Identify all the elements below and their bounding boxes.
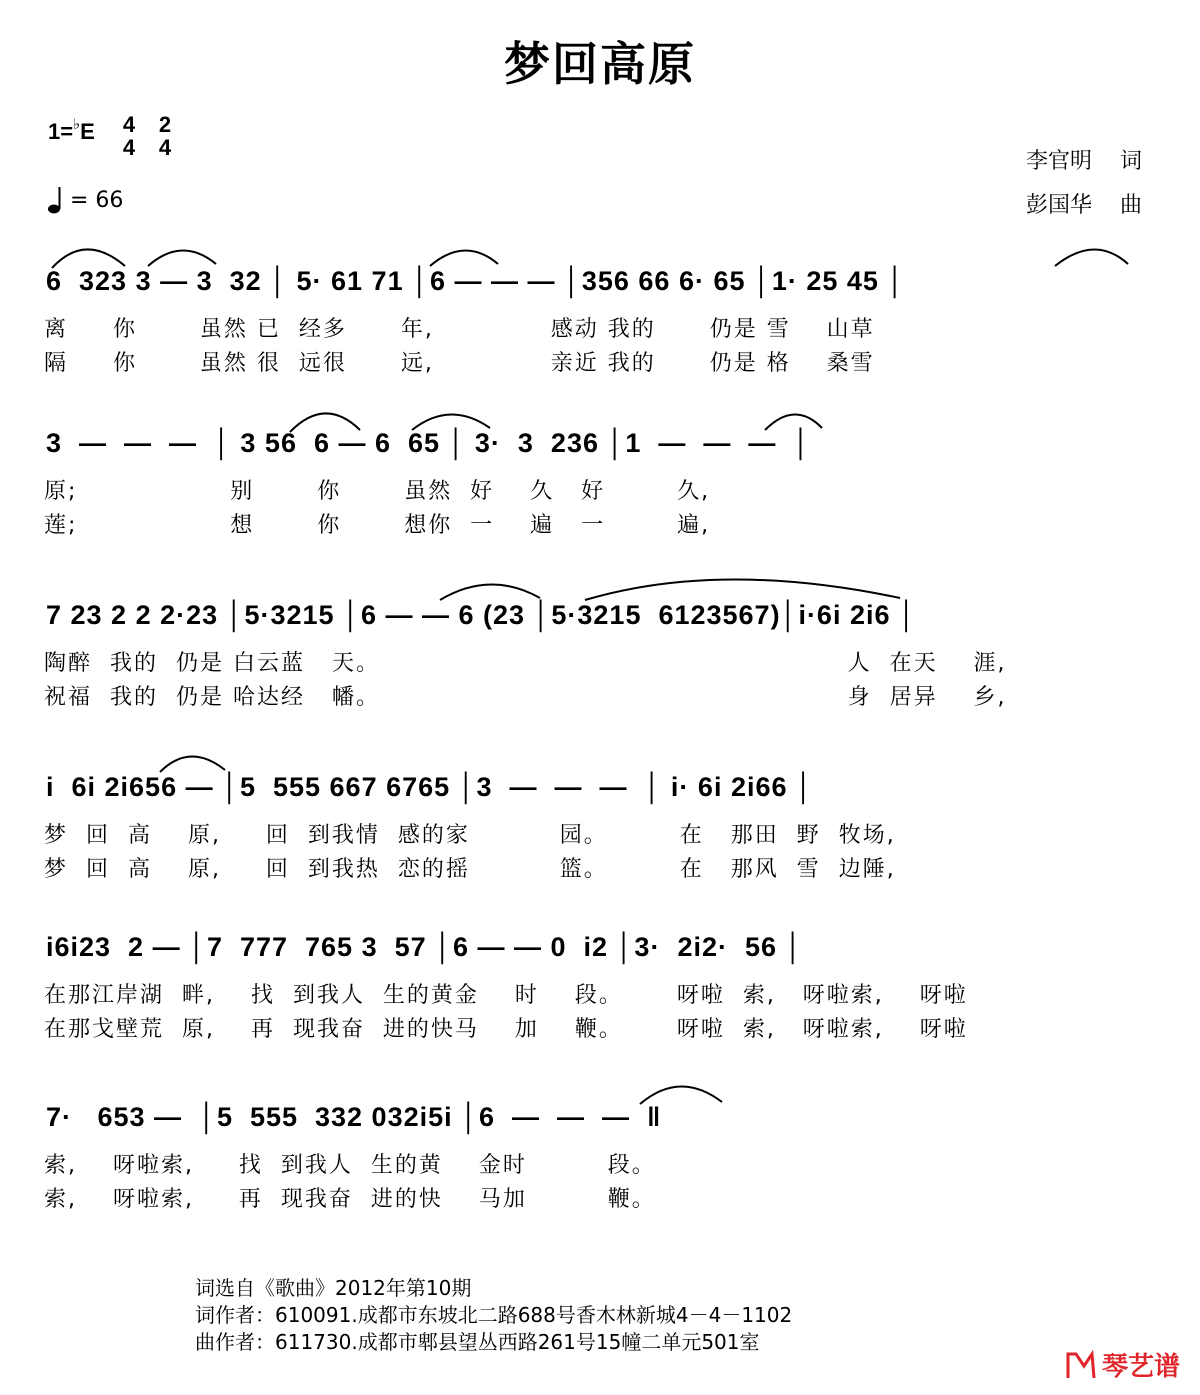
slur (440, 584, 540, 600)
footer-composer-address: 曲作者：611730.成都市郫县望丛西路261号15幢二单元501室 (195, 1330, 760, 1354)
slur (585, 579, 900, 600)
time-sig-bottom: 4 (122, 135, 136, 160)
credits (1026, 140, 1142, 228)
lyric-verse-1: 梦 回 高 原, 回 到我情 感的家 园。 在 那田 野 牧场, (44, 823, 896, 848)
lyric-verse-2: 隔 你 虽然 很 远很 远, 亲近 我的 仍是 格 桑雪 (44, 351, 875, 376)
notation-line: 3 — — — │ 3 56 6 — 6 65 │ 3· 3 236 │1 — — — │ (46, 428, 812, 458)
lyric-verse-2: 祝福 我的 仍是 哈达经 幡。 身 居异 乡, (44, 685, 1007, 710)
lyric-verse-2: 在那戈壁荒 原, 再 现我奋 进的快马 加 鞭。 呀啦 索, 呀啦索, 呀啦 (44, 1017, 968, 1042)
flat-symbol: ♭ (73, 116, 81, 133)
site-logo (1064, 1346, 1180, 1383)
time-sig-top: 4 (122, 112, 136, 137)
slur (148, 250, 216, 266)
lyric-verse-2: 梦 回 高 原, 回 到我热 恋的摇 篮。 在 那风 雪 边陲, (44, 857, 896, 882)
time-signature-4-4 (116, 113, 142, 159)
quarter-note-icon (48, 185, 64, 215)
time-signature-2-4 (152, 113, 178, 159)
notation-line: 7 23 2 2 2·23 │5·3215 │6 — — 6 (23 │5·3215 6123567)│i·6i 2i6 │ (46, 600, 917, 630)
tempo-value: = 66 (70, 187, 124, 213)
composer-name: 彭国华 (1025, 193, 1092, 218)
notation-line: i6i23 2 — │7 777 765 3 57 │6 — — 0 i2 │3· 2i2· 56 │ (46, 932, 804, 962)
lyric-verse-2: 莲; 想 你 想你 一 遍 一 遍, (44, 513, 711, 538)
tempo-marking (48, 185, 123, 215)
watermark-text: 琴艺谱 (1101, 1352, 1180, 1382)
notation-line: 7· 653 — │5 555 332 032i5i │6 — — — ‖ (46, 1102, 662, 1132)
lyric-verse-1: 索, 呀啦索, 找 到我人 生的黄 金时 段。 (44, 1153, 656, 1178)
slur (160, 756, 225, 772)
song-title: 梦回高原 (504, 37, 696, 91)
lyric-verse-1: 在那江岸湖 畔, 找 到我人 生的黄金 时 段。 呀啦 索, 呀啦索, 呀啦 (44, 983, 968, 1008)
footer-notes (195, 1275, 792, 1356)
lyric-verse-2: 索, 呀啦索, 再 现我奋 进的快 马加 鞭。 (44, 1187, 656, 1212)
notation-line: i 6i 2i656 — │5 555 667 6765 │3 — — — │ i· 6i 2i66 │ (46, 772, 814, 802)
key-signature (48, 115, 95, 145)
key-note: E (80, 119, 95, 144)
composer-credit (1026, 184, 1142, 228)
logo-mark-icon (1064, 1348, 1098, 1382)
composer-role: 曲 (1119, 193, 1142, 218)
lyric-verse-1: 原; 别 你 虽然 好 久 好 久, (44, 479, 711, 504)
lyric-verse-1: 陶醉 我的 仍是 白云蓝 天。 人 在天 涯, (44, 651, 1007, 676)
time-sig-top: 2 (158, 112, 172, 137)
footer-lyricist-address: 词作者：610091.成都市东坡北二路688号香木林新城4－4－1102 (195, 1303, 793, 1327)
notation-line: 6 323 3 — 3 32 │ 5· 61 71 │6 — — — │356 66 6· 65 │1· 25 45 │ (46, 266, 906, 296)
slur (430, 250, 498, 266)
slur (1055, 249, 1128, 266)
lyric-verse-1: 离 你 虽然 已 经多 年, 感动 我的 仍是 雪 山草 (44, 317, 875, 342)
time-sig-bottom: 4 (158, 135, 172, 160)
lyricist-name: 李官明 (1025, 149, 1092, 174)
key-label: 1= (48, 119, 74, 144)
footer-source: 词选自《歌曲》2012年第10期 (195, 1276, 472, 1300)
lyricist-credit (1026, 140, 1142, 184)
lyricist-role: 词 (1119, 149, 1142, 174)
